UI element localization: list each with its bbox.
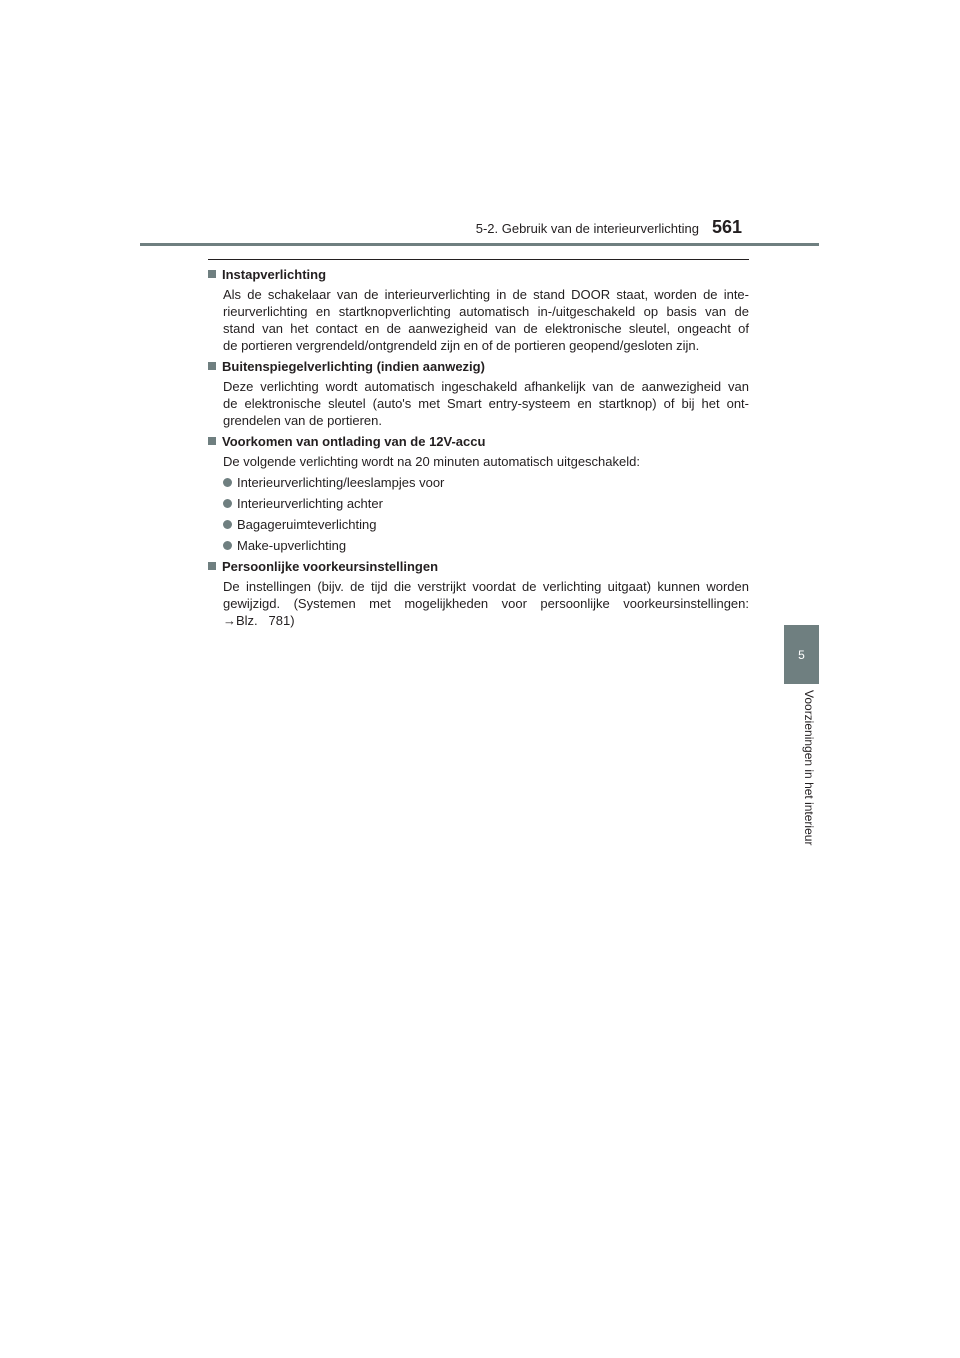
text-line: De volgende verlichting wordt na 20 minuten automatisch uitgeschakeld:	[223, 454, 640, 469]
arrow-right-icon: →	[223, 613, 236, 628]
text-line: de elektronische sleutel (auto's met Smart entry-systeem en startknop) of bij het ont-	[223, 396, 749, 411]
text-line: Als de schakelaar van de interieurverlichting in de stand DOOR staat, worden de inte-	[223, 287, 749, 302]
section-voorkeursinstellingen	[208, 558, 749, 629]
section-heading	[208, 558, 749, 575]
square-bullet-icon	[208, 270, 216, 278]
section-heading-text: Persoonlijke voorkeursinstellingen	[222, 559, 439, 574]
section-paragraph	[223, 578, 749, 629]
list-item	[223, 537, 749, 554]
section-heading-text: Buitenspiegelverlichting (indien aanwezig)	[222, 359, 485, 374]
section-heading	[208, 358, 749, 375]
page-content	[208, 266, 749, 633]
text-line: gewijzigd. (Systemen met mogelijkheden voor persoonlijke voorkeursinstellingen:	[223, 596, 749, 611]
square-bullet-icon	[208, 562, 216, 570]
section-heading-text: Voorkomen van ontlading van de 12V-accu	[222, 434, 486, 449]
bullet-list	[223, 474, 749, 554]
square-bullet-icon	[208, 437, 216, 445]
page-reference[interactable]	[223, 612, 749, 629]
list-item-text: Interieurverlichting/leeslampjes voor	[237, 475, 445, 490]
section-heading	[208, 266, 749, 283]
section-instapverlichting	[208, 266, 749, 354]
text-line: rieurverlichting en startknopverlichting automatisch in-/uitgeschakeld op basis van de	[223, 304, 749, 319]
list-item-text: Interieurverlichting achter	[237, 496, 383, 511]
square-bullet-icon	[208, 362, 216, 370]
page-header	[0, 0, 960, 250]
text-line: de portieren vergrendeld/ontgrendeld zijn en of de portieren geopend/gesloten zijn.	[223, 338, 700, 353]
circle-bullet-icon	[223, 499, 232, 508]
page-number: 561	[712, 217, 743, 237]
section-title: 5-2. Gebruik van de interieurverlichting	[475, 221, 699, 236]
circle-bullet-icon	[223, 520, 232, 529]
section-heading-text: Instapverlichting	[222, 267, 327, 282]
list-item	[223, 474, 749, 491]
chapter-number: 5	[798, 647, 805, 662]
circle-bullet-icon	[223, 478, 232, 487]
chapter-tab[interactable]	[784, 625, 819, 684]
list-item-text: Make-upverlichting	[237, 538, 347, 553]
header-rule	[140, 243, 819, 246]
section-buitenspiegelverlichting	[208, 358, 749, 429]
list-item-text: Bagageruimteverlichting	[237, 517, 377, 532]
text-line: Deze verlichting wordt automatisch ingeschakeld afhankelijk van de aanwezigheid van	[223, 379, 749, 394]
section-paragraph	[223, 378, 749, 429]
section-paragraph	[223, 286, 749, 354]
chapter-label: Voorzieningen in het interieur	[802, 690, 816, 846]
text-line: stand van het contact en de aanwezigheid van de elektronische sleutel, ongeacht of	[223, 321, 749, 336]
list-item	[223, 516, 749, 533]
section-heading	[208, 433, 749, 450]
list-item	[223, 495, 749, 512]
section-paragraph	[223, 453, 749, 470]
section-12v-accu	[208, 433, 749, 554]
text-line: grendelen van de portieren.	[223, 413, 383, 428]
text-line: De instellingen (bijv. de tijd die verstrijkt voordat de verlichting uitgaat) kunnen worden	[223, 579, 749, 594]
content-top-rule	[208, 259, 749, 260]
circle-bullet-icon	[223, 541, 232, 550]
page-reference-text: Blz. 781)	[236, 613, 295, 628]
